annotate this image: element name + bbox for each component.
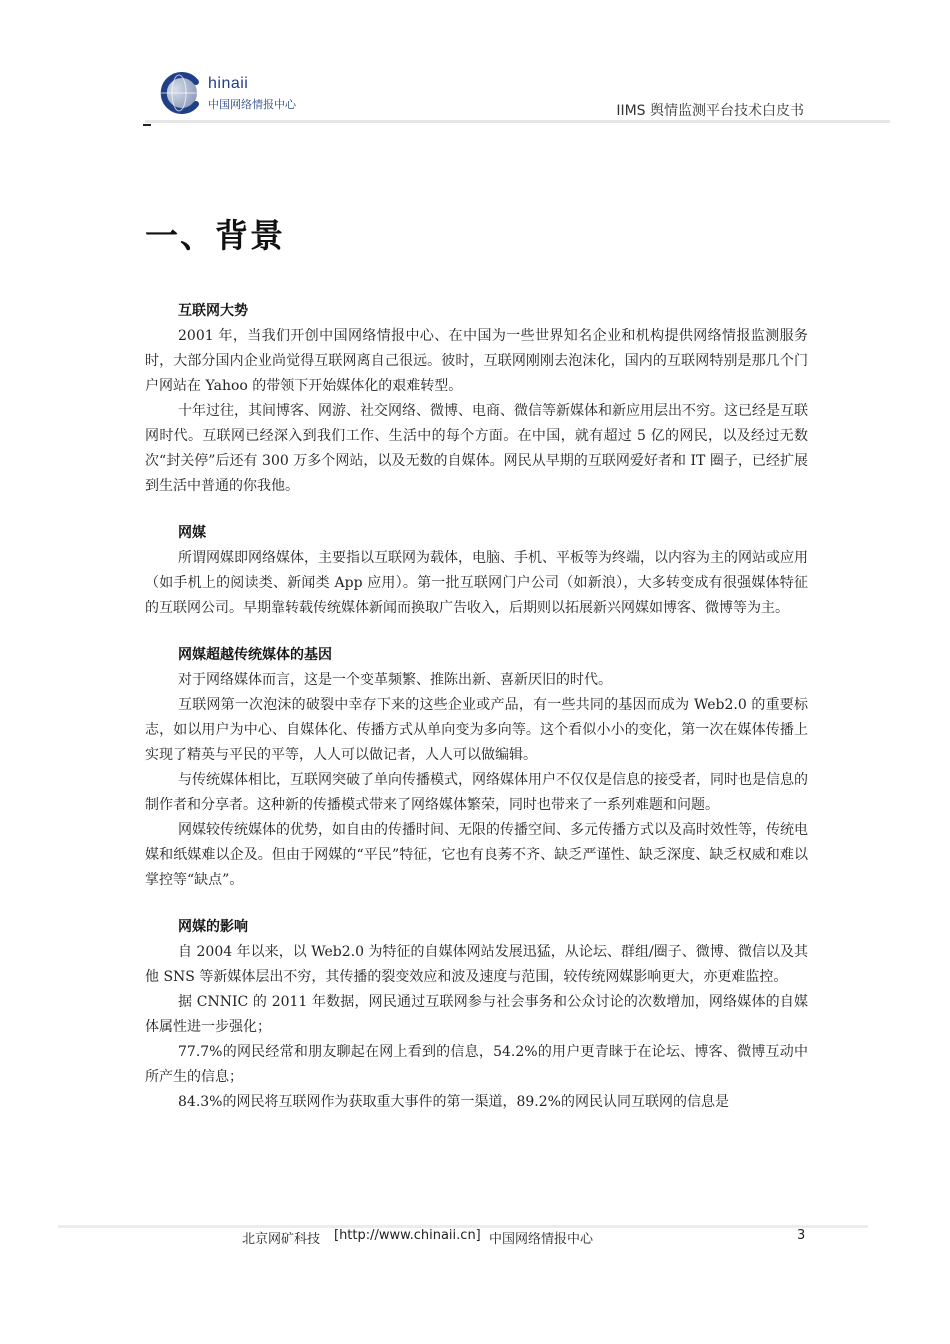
footer-url: [http://www.chinaii.cn] (334, 1228, 481, 1243)
paragraph: 所谓网媒即网络媒体，主要指以互联网为载体，电脑、手机、平板等为终端，以内容为主的网站或应用（如手机上的阅读类、新闻类 App 应用）。第一批互联网门户公司（如新浪），大多转变成有很强媒体特征的互联网公司。早期靠转载传统媒体新闻而换取广告收入，后期则以拓展新兴网媒如博客、微博等为主。 (145, 550, 808, 616)
header-mark (143, 124, 151, 126)
section-heading: 网媒 (178, 525, 206, 541)
chinaii-logo (158, 70, 318, 116)
paragraph: 与传统媒体相比，互联网突破了单向传播模式，网络媒体用户不仅仅是信息的接受者，同时也是信息的制作者和分享者。这种新的传播模式带来了网络媒体繁荣，同时也带来了一系列难题和问题。 (145, 772, 808, 813)
chapter-title: 一、背景 (145, 216, 285, 255)
paragraph: 据 CNNIC 的 2011 年数据，网民通过互联网参与社会事务和公众讨论的次数增加，网络媒体的自媒体属性进一步强化； (145, 994, 808, 1035)
footer-company: 北京网矿科技 (242, 1232, 321, 1247)
paragraph: 十年过往，其间博客、网游、社交网络、微博、电商、微信等新媒体和新应用层出不穷。这已经是互联网时代。互联网已经深入到我们工作、生活中的每个方面。在中国，就有超过 5 亿的网民，以及经过无数次“封关停”后还有 300 万多个网站，以及无数的自媒体。网民从早期的互联网爱好者和 IT 圈子，已经扩展到生活中普通的你我他。 (145, 403, 808, 494)
page-footer (0, 1228, 950, 1250)
logo-text-en: hinaii (208, 75, 249, 92)
section-online-media (145, 521, 808, 621)
paragraph: 对于网络媒体而言，这是一个变革频繁、推陈出新、喜新厌旧的时代。 (178, 672, 612, 688)
paragraph: 自 2004 年以来，以 Web2.0 为特征的自媒体网站发展迅猛，从论坛、群组/圈子、微博、微信以及其他 SNS 等新媒体层出不穷，其传播的裂变效应和波及速度与范围，较传统网媒影响更大，亦更难监控。 (145, 944, 808, 985)
section-heading: 网媒超越传统媒体的基因 (178, 647, 332, 663)
page-number: 3 (797, 1228, 806, 1243)
page-header (0, 0, 950, 130)
document-title: IIMS 舆情监测平台技术白皮书 (616, 103, 804, 119)
paragraph: 84.3%的网民将互联网作为获取重大事件的第一渠道，89.2%的网民认同互联网的信息是 (178, 1094, 729, 1110)
section-heading: 网媒的影响 (178, 919, 248, 935)
section-online-media-genes (145, 643, 808, 893)
section-online-media-impact (145, 915, 808, 1115)
paragraph: 互联网第一次泡沫的破裂中幸存下来的这些企业或产品，有一些共同的基因而成为 Web2.0 的重要标志，如以用户为中心、自媒体化、传播方式从单向变为多向等。这个看似小小的变化，第一次在媒体传播上实现了精英与平民的平等，人人可以做记者，人人可以做编辑。 (145, 697, 808, 763)
footer-center-name: 中国网络情报中心 (489, 1232, 594, 1247)
section-internet-trend (145, 299, 808, 499)
header-divider (145, 120, 890, 123)
paragraph: 2001 年，当我们开创中国网络情报中心、在中国为一些世界知名企业和机构提供网络情报监测服务时，大部分国内企业尚觉得互联网离自己很远。彼时，互联网刚刚去泡沫化，国内的互联网特别是那几个门户网站在 Yahoo 的带领下开始媒体化的艰难转型。 (145, 328, 808, 394)
page-content (145, 210, 808, 1137)
logo-text-cn: 中国网络情报中心 (208, 98, 296, 111)
paragraph: 网媒较传统媒体的优势，如自由的传播时间、无限的传播空间、多元传播方式以及高时效性等，传统电媒和纸媒难以企及。但由于网媒的“平民”特征，它也有良莠不齐、缺乏严谨性、缺乏深度、缺乏权威和难以掌控等“缺点”。 (145, 822, 808, 888)
paragraph: 77.7%的网民经常和朋友聊起在网上看到的信息，54.2%的用户更青睐于在论坛、博客、微博互动中所产生的信息； (145, 1044, 808, 1085)
section-heading: 互联网大势 (178, 303, 248, 319)
globe-c-icon (158, 70, 204, 116)
